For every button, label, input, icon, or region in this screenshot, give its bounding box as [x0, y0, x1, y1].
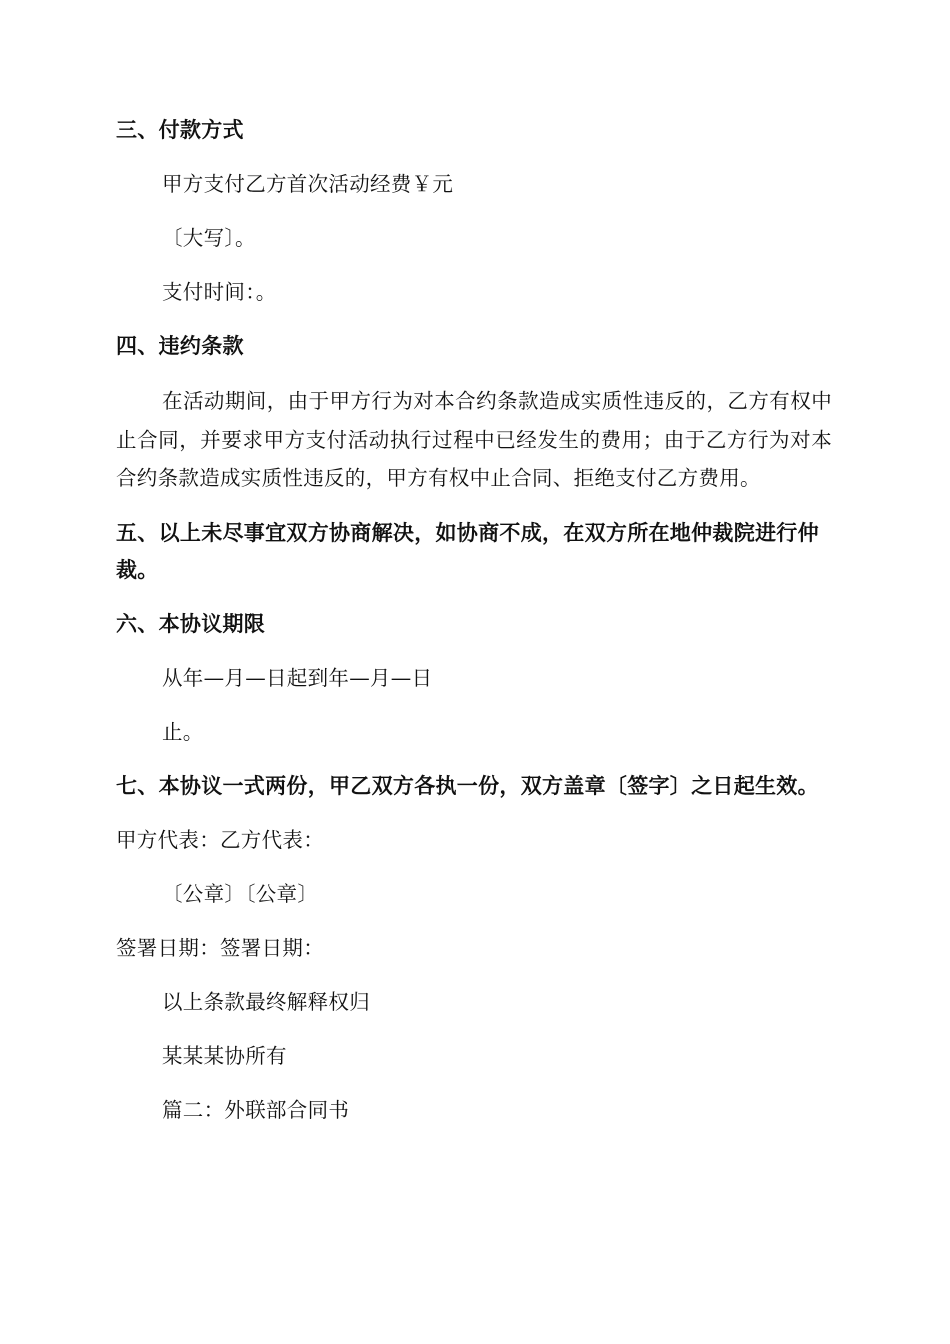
payment-amount: 甲方支付乙方首次活动经费￥元 — [162, 172, 454, 196]
next-chapter-title: 篇二：外联部合同书 — [162, 1097, 350, 1122]
payment-amount-capital: 〔大写〕。 — [162, 226, 256, 250]
breach-clause: 在活动期间，由于甲方行为对本合约条款造成实质性违反的，乙方有权中止合同，并要求甲方支付活动执行过程中已经发生的费用；由于乙方行为对本合约条款造成实质性违反的，甲方有权中止合同、拒绝支付乙方费用。 — [116, 389, 832, 490]
interpretation-line: 以上条款最终解释权归 — [162, 989, 370, 1014]
payment-heading: 三、付款方式 — [116, 118, 244, 142]
dispute-heading: 五、以上未尽事宜双方协商解决，如协商不成，在双方所在地仲裁院进行仲裁。 — [116, 520, 819, 582]
breach-heading: 四、违约条款 — [116, 334, 244, 358]
payment-time: 支付时间：。 — [162, 280, 277, 304]
term-period-end: 止。 — [162, 719, 204, 744]
term-period: 从年—月—日起到年—月—日 — [162, 665, 433, 690]
contract-body — [116, 112, 832, 1146]
copies-heading: 七、本协议一式两份，甲乙双方各执一份，双方盖章〔签字〕之日起生效。 — [116, 773, 819, 798]
owner-line: 某某某协所有 — [162, 1043, 287, 1068]
seals-line: 〔公章〕〔公章〕 — [162, 881, 319, 906]
representatives-line: 甲方代表：乙方代表： — [116, 827, 324, 852]
signing-dates-line: 签署日期：签署日期： — [116, 935, 324, 960]
term-heading: 六、本协议期限 — [116, 611, 266, 636]
